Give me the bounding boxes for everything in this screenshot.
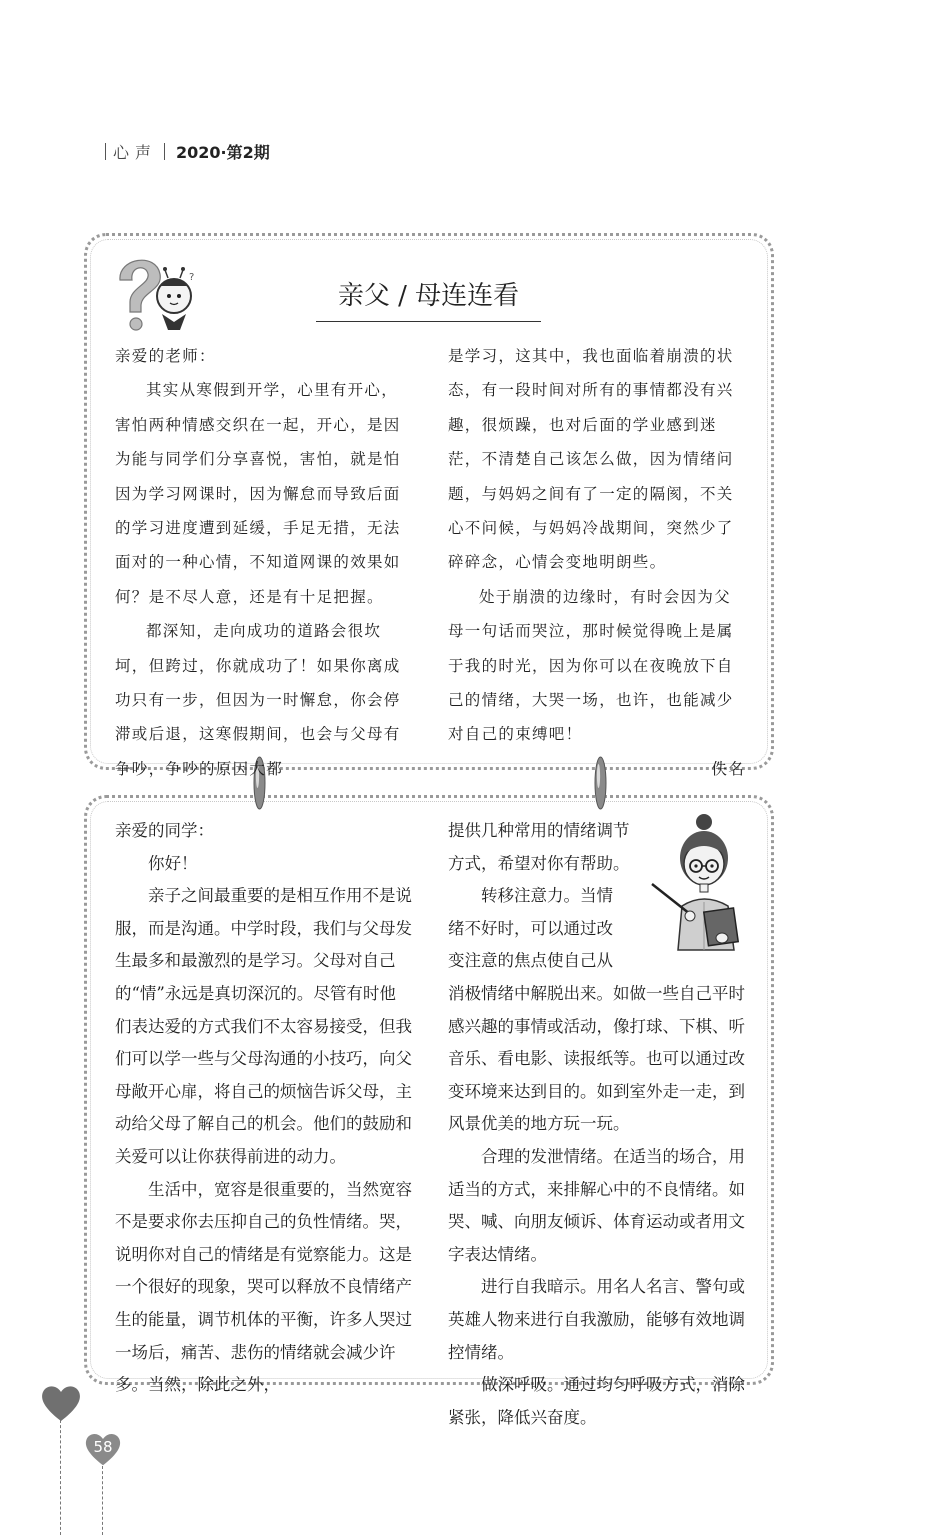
decor-string [60,1420,61,1535]
reply-paragraph: 进行自我暗示。用名人名言、警句或英雄人物来进行自我激励，能够有效地调控情绪。 [448,1277,745,1362]
reply-paragraph: 提供几种常用的情绪调节方式，希望对你有帮助。 [448,821,630,873]
reply-hello: 你好！ [148,853,198,873]
reply-paragraph: 生活中，宽容是很重要的，当然宽容不是要求你去压抑自己的负性情绪。哭，说明你对自己的情绪是有觉察能力。这是一个很好的现象，哭可以释放不良情绪产生的能量，调节机体的平衡，许多人哭过一场后，痛苦、悲伤的情绪就会减少许多。当然，除此之外， [115,1179,412,1395]
divider [164,143,165,160]
letter-signature: 佚名 [711,759,745,778]
reply-paragraph: 合理的发泄情绪。在适当的场合，用适当的方式，来排解心中的不良情绪。如哭、喊、向朋友倾诉、体育运动或者用文字表达情绪。 [448,1146,745,1264]
magazine-header [98,140,270,162]
svg-text:?: ? [189,272,195,283]
article-title-wrap [316,275,541,322]
divider [105,143,106,160]
letter-paragraph: 是学习，这其中，我也面临着崩溃的状态，有一段时间对所有的事情都没有兴趣，很烦躁，也对后面的学业感到迷茫，不清楚自己该怎么做，因为情绪问题，与妈妈之间有了一定的隔阂，不关心不问候，与妈妈冷战期间，突然少了碎碎念，心情会变地明朗些。 [448,347,734,572]
reply-greeting: 亲爱的同学： [115,821,214,840]
reply-paragraph: 亲子之间最重要的是相互作用不是说服，而是沟通。中学时段，我们与父母发生最多和最激烈的是学习。父母对自己的“情”永远是真切深沉的。尽管有时他们表达爱的方式我们不太容易接受，但我们可以学一些与父母沟通的小技巧，向父母敞开心扉，将自己的烦恼告诉父母，主动给父母了解自己的机会。他们的鼓励和关爱可以让你获得前进的动力。 [115,886,412,1166]
reply-column-left [115,815,412,1402]
letter-greeting: 亲爱的老师： [115,347,216,365]
letter-paragraph: 其实从寒假到开学，心里有开心，害怕两种情感交织在一起，开心，是因为能与同学们分享喜悦，害怕，就是怕因为学习网课时，因为懈怠而导致后面的学习进度遭到延缓，手足无措，无法面对的一种心情，不知道网课的效果如何？是不尽人意，还是有十足把握。 [115,381,401,606]
question-mascot-icon [108,250,200,336]
letter-column-left [115,339,410,786]
letter-paragraph: 都深知，走向成功的道路会很坎坷，但跨过，你就成功了！如果你离成功只有一步，但因为一时懈怠，你会停滞或后退，这寒假期间，也会与父母有争吵，争吵的原因大都 [115,622,401,778]
letter-column-right [448,339,745,786]
reply-column-right [448,815,745,1434]
page-number: 58 [93,1438,113,1456]
reply-paragraph: 做深呼吸。通过均匀呼吸方式，消除紧张，降低兴奋度。 [448,1375,745,1427]
reply-wrap-block [448,815,630,880]
reply-paragraph: 转移注意力。当情绪不好时，可以通过改变注意的焦点使自己从消极情绪中解脱出来。如做一些自己平时感兴趣的事情或活动，像打球、下棋、听音乐、看电影、读报纸等。也可以通过改变环境来达到目的。如到室外走一走，到风景优美的地方玩一玩。 [448,886,745,1134]
article-title: 亲父 / 母连连看 [316,275,541,322]
column-name: 心声 [113,142,158,162]
decor-string [102,1466,103,1535]
heart-icon [40,1383,82,1423]
issue-label: 2020·第2期 [176,142,270,162]
letter-paragraph: 处于崩溃的边缘时，有时会因为父母一句话而哭泣，那时候觉得晚上是属于我的时光，因为你可以在夜晚放下自己的情绪，大哭一场，也许，也能减少对自己的束缚吧！ [448,587,734,744]
